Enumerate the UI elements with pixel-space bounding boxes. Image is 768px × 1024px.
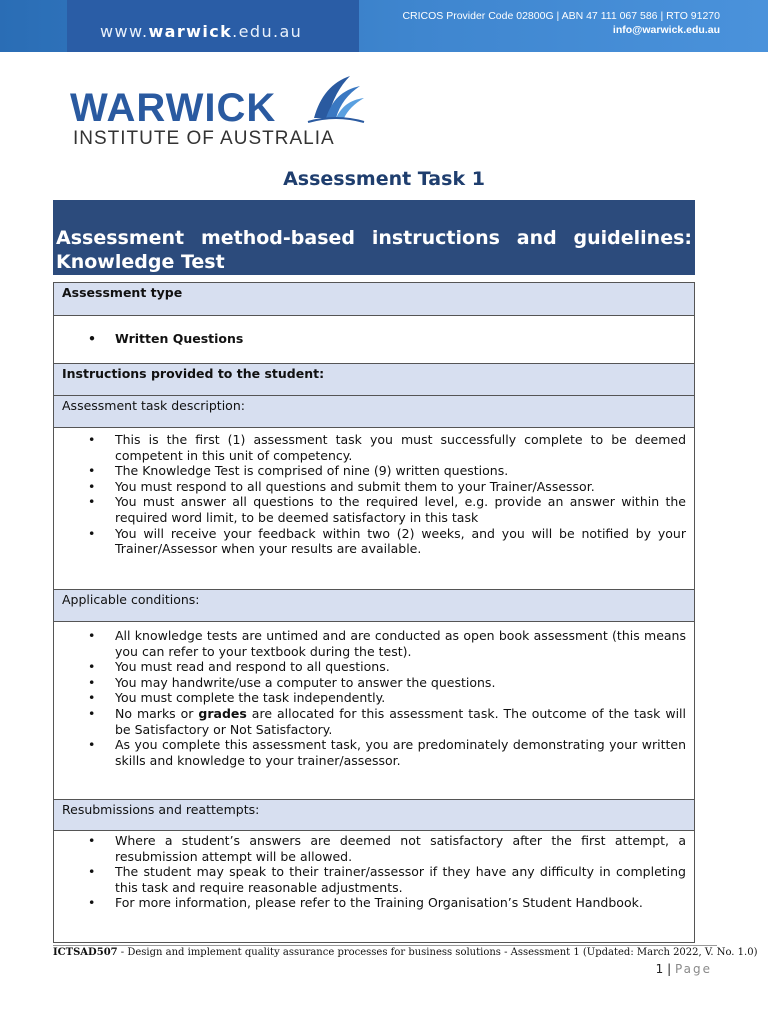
list-item-text: No marks or <box>115 705 199 721</box>
list-item: • Written Questions <box>88 331 686 347</box>
url-suffix: .edu.au <box>232 22 303 41</box>
list-item: • The student may speak to their trainer/assessor if they have any difficulty in completing this task and require reasonable adjustments. <box>88 864 686 895</box>
list-item: • This is the first (1) assessment task you must successfully complete to be deemed competent in this unit of competency. <box>88 432 686 463</box>
list-item: • All knowledge tests are untimed and are conducted as open book assessment (this means you can refer to your textbook during the test). <box>88 628 686 659</box>
conditions-cell <box>54 622 695 800</box>
banner-contact <box>402 9 720 37</box>
task-description-label: Assessment task description: <box>54 396 695 428</box>
list-item: • You must answer all questions to the required level, e.g. provide an answer within the required word limit, to be deemed satisfactory in this task <box>88 494 686 525</box>
list-item: • Where a student’s answers are deemed not satisfactory after the first attempt, a resubmission attempt will be allowed. <box>88 833 686 864</box>
assessment-type-list <box>62 331 686 347</box>
unit-code: ICTSAD507 <box>53 947 118 958</box>
table-row <box>54 800 695 831</box>
table-row <box>54 396 695 428</box>
table-row <box>54 283 695 316</box>
list-item <box>88 706 686 737</box>
list-item: • The Knowledge Test is comprised of nine (9) written questions. <box>88 463 686 479</box>
wave-logo-icon <box>306 72 366 128</box>
assessment-table <box>53 282 695 943</box>
page-word: Page <box>674 962 712 976</box>
table-row <box>54 831 695 943</box>
list-item-bold: grades <box>198 705 247 721</box>
page-title: Assessment Task 1 <box>283 168 485 190</box>
list-item: • For more information, please refer to the Training Organisation’s Student Handbook. <box>88 895 686 911</box>
table-row <box>54 590 695 622</box>
list-item: • You must read and respond to all questions. <box>88 659 686 675</box>
list-item: • As you complete this assessment task, you are predominately demonstrating your written skills and knowledge to your trainer/assessor. <box>88 737 686 768</box>
list-item: • You may handwrite/use a computer to answer the questions. <box>88 675 686 691</box>
logo-wordmark: WARWICK <box>70 86 277 130</box>
footer-unit-line <box>53 945 758 958</box>
assessment-type-label: Assessment type <box>54 283 695 316</box>
url-bold: warwick <box>148 22 233 41</box>
section-heading: Assessment method-based instructions and guidelines: Knowledge Test <box>53 200 695 275</box>
page-number-value: 1 <box>655 962 664 976</box>
table-row <box>54 428 695 590</box>
list-item-text: are allocated for this assessment task. The outcome of the task will be Satisfactory or Not Satisfactory. <box>115 705 686 737</box>
list-item: • You must complete the task independently. <box>88 690 686 706</box>
page-separator: | <box>667 962 672 976</box>
url-prefix: www. <box>100 22 149 41</box>
table-row <box>54 622 695 800</box>
website-url[interactable] <box>100 22 302 41</box>
task-description-cell <box>54 428 695 590</box>
page-number <box>656 962 712 976</box>
unit-text: - Design and implement quality assurance processes for business solutions - Assessment 1 (Updated: March 2022, V. No. 1.0) <box>117 947 758 958</box>
registration-line: CRICOS Provider Code 02800G | ABN 47 111 067 586 | RTO 91270 <box>402 10 720 22</box>
resubmission-label: Resubmissions and reattempts: <box>54 800 695 831</box>
assessment-type-cell <box>54 316 695 364</box>
table-row <box>54 364 695 396</box>
list-item: • You must respond to all questions and submit them to your Trainer/Assessor. <box>88 479 686 495</box>
resubmission-list <box>62 833 686 911</box>
instructions-label: Instructions provided to the student: <box>54 364 695 396</box>
conditions-label: Applicable conditions: <box>54 590 695 622</box>
conditions-list <box>62 628 686 768</box>
list-item: • You will receive your feedback within two (2) weeks, and you will be notified by your Trainer/Assessor when your results are available. <box>88 526 686 557</box>
task-description-list <box>62 432 686 557</box>
logo-subtitle: INSTITUTE OF AUSTRALIA <box>73 128 335 149</box>
resubmission-cell <box>54 831 695 943</box>
contact-email[interactable]: info@warwick.edu.au <box>612 24 720 36</box>
table-row <box>54 316 695 364</box>
header-banner <box>0 0 768 52</box>
warwick-logo <box>70 72 370 152</box>
